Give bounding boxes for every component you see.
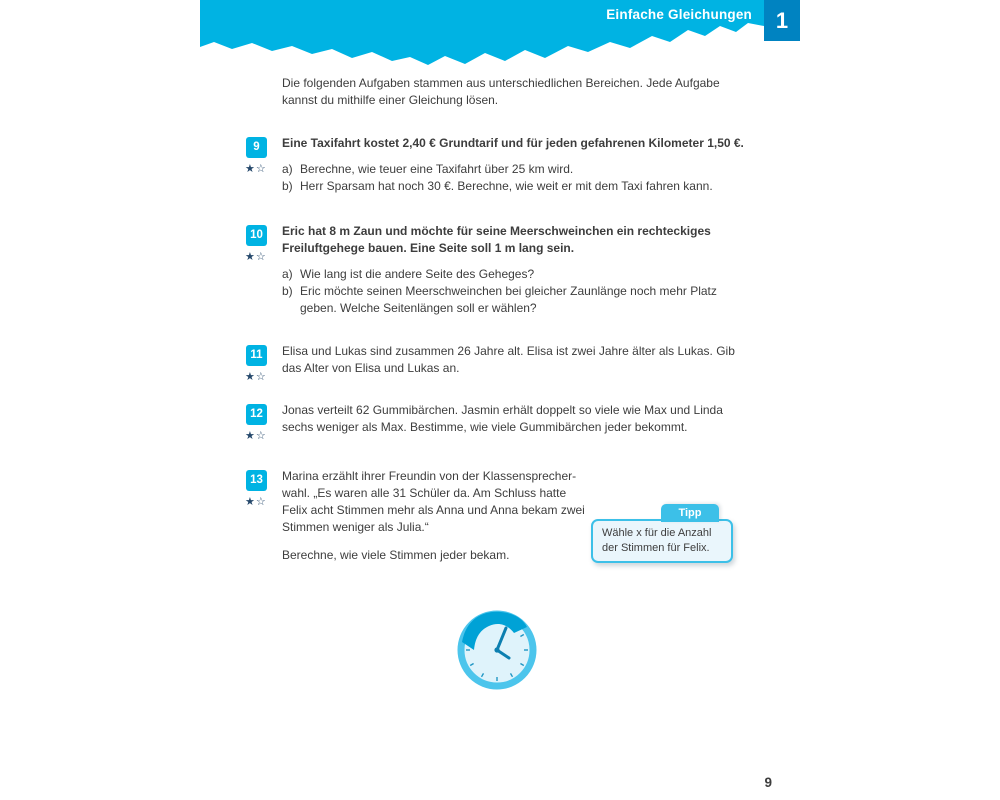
exercise-10-badge-column bbox=[246, 223, 282, 317]
exercise-text-2: Berechne, wie viele Stimmen jeder bekam. bbox=[282, 548, 510, 562]
exercise-13-badge-column bbox=[246, 468, 282, 564]
exercise-number-badge: 9 bbox=[246, 137, 267, 158]
exercise-11-badge-column bbox=[246, 343, 282, 386]
item-marker: a) bbox=[282, 267, 293, 281]
chapter-number: 1 bbox=[775, 8, 789, 33]
intro-paragraph: Die folgenden Aufgaben stammen aus unterschiedlichen Bereichen. Jede Aufgabe kannst du mithilfe einer Gleichung lösen. bbox=[282, 76, 720, 107]
exercise-item-a bbox=[282, 161, 747, 178]
textbook-page bbox=[200, 0, 800, 800]
exercise-number-badge: 10 bbox=[246, 225, 267, 246]
tip-tab: Tipp bbox=[661, 504, 719, 522]
page-number: 9 bbox=[764, 775, 772, 790]
item-marker: b) bbox=[282, 284, 293, 298]
exercise-12-badge-column bbox=[246, 402, 282, 445]
item-marker: a) bbox=[282, 162, 293, 176]
tip-text: Wähle x für die Anzahl der Stimmen für Felix. bbox=[602, 527, 712, 554]
exercise-text: Jonas verteilt 62 Gummibärchen. Jasmin erhält doppelt so viele wie Max und Linda sechs weniger als Max. Bestimme, wie viele Gummibärchen jeder bekommt. bbox=[282, 403, 723, 434]
tip-box bbox=[591, 506, 733, 563]
item-text: Berechne, wie teuer eine Taxifahrt über 25 km wird. bbox=[300, 162, 574, 176]
exercise-heading: Eine Taxifahrt kostet 2,40 € Grundtarif und für jeden gefahrenen Kilometer 1,50 €. bbox=[282, 136, 744, 150]
item-text: Herr Sparsam hat noch 30 €. Berechne, wie weit er mit dem Taxi fahren kann. bbox=[300, 179, 713, 193]
exercise-11 bbox=[246, 343, 747, 386]
exercise-number-badge: 11 bbox=[246, 345, 267, 366]
item-text: Eric möchte seinen Meerschweinchen bei gleicher Zaunlänge noch mehr Platz geben. Welche Seitenlängen soll er wählen? bbox=[300, 284, 717, 315]
exercise-number-badge: 13 bbox=[246, 470, 267, 491]
star-rating-icon: ★☆ bbox=[245, 371, 267, 383]
exercise-9-badge-column bbox=[246, 135, 282, 195]
star-rating-icon: ★☆ bbox=[245, 430, 267, 442]
item-marker: b) bbox=[282, 179, 293, 193]
clock-illustration-icon bbox=[454, 604, 540, 690]
exercise-13 bbox=[246, 468, 592, 564]
exercise-item-b bbox=[282, 178, 747, 195]
star-rating-icon: ★☆ bbox=[245, 496, 267, 508]
exercise-number-badge: 12 bbox=[246, 404, 267, 425]
exercise-9 bbox=[246, 135, 747, 195]
chapter-title: Einfache Gleichungen bbox=[606, 7, 752, 22]
item-text: Wie lang ist die andere Seite des Geheges? bbox=[300, 267, 535, 281]
exercise-text: Marina erzählt ihrer Freundin von der Klassensprecherwahl. „Es waren alle 31 Schüler da. Am Schluss hatte Felix acht Stimmen mehr als Anna und Anna bekam zwei Stimmen weniger als Julia.“ bbox=[282, 469, 585, 534]
star-rating-icon: ★☆ bbox=[245, 163, 267, 175]
exercise-heading: Eric hat 8 m Zaun und möchte für seine Meerschweinchen ein rechteckiges Freiluftgehege bauen. Eine Seite soll 1 m lang sein. bbox=[282, 224, 711, 255]
chapter-number-box bbox=[764, 0, 800, 41]
star-rating-icon: ★☆ bbox=[245, 251, 267, 263]
exercise-10 bbox=[246, 223, 762, 317]
exercise-item-a bbox=[282, 266, 747, 283]
exercise-text: Elisa und Lukas sind zusammen 26 Jahre alt. Elisa ist zwei Jahre älter als Lukas. Gib das Alter von Elisa und Lukas an. bbox=[282, 344, 735, 375]
exercise-12 bbox=[246, 402, 747, 445]
exercise-item-b bbox=[282, 283, 747, 317]
